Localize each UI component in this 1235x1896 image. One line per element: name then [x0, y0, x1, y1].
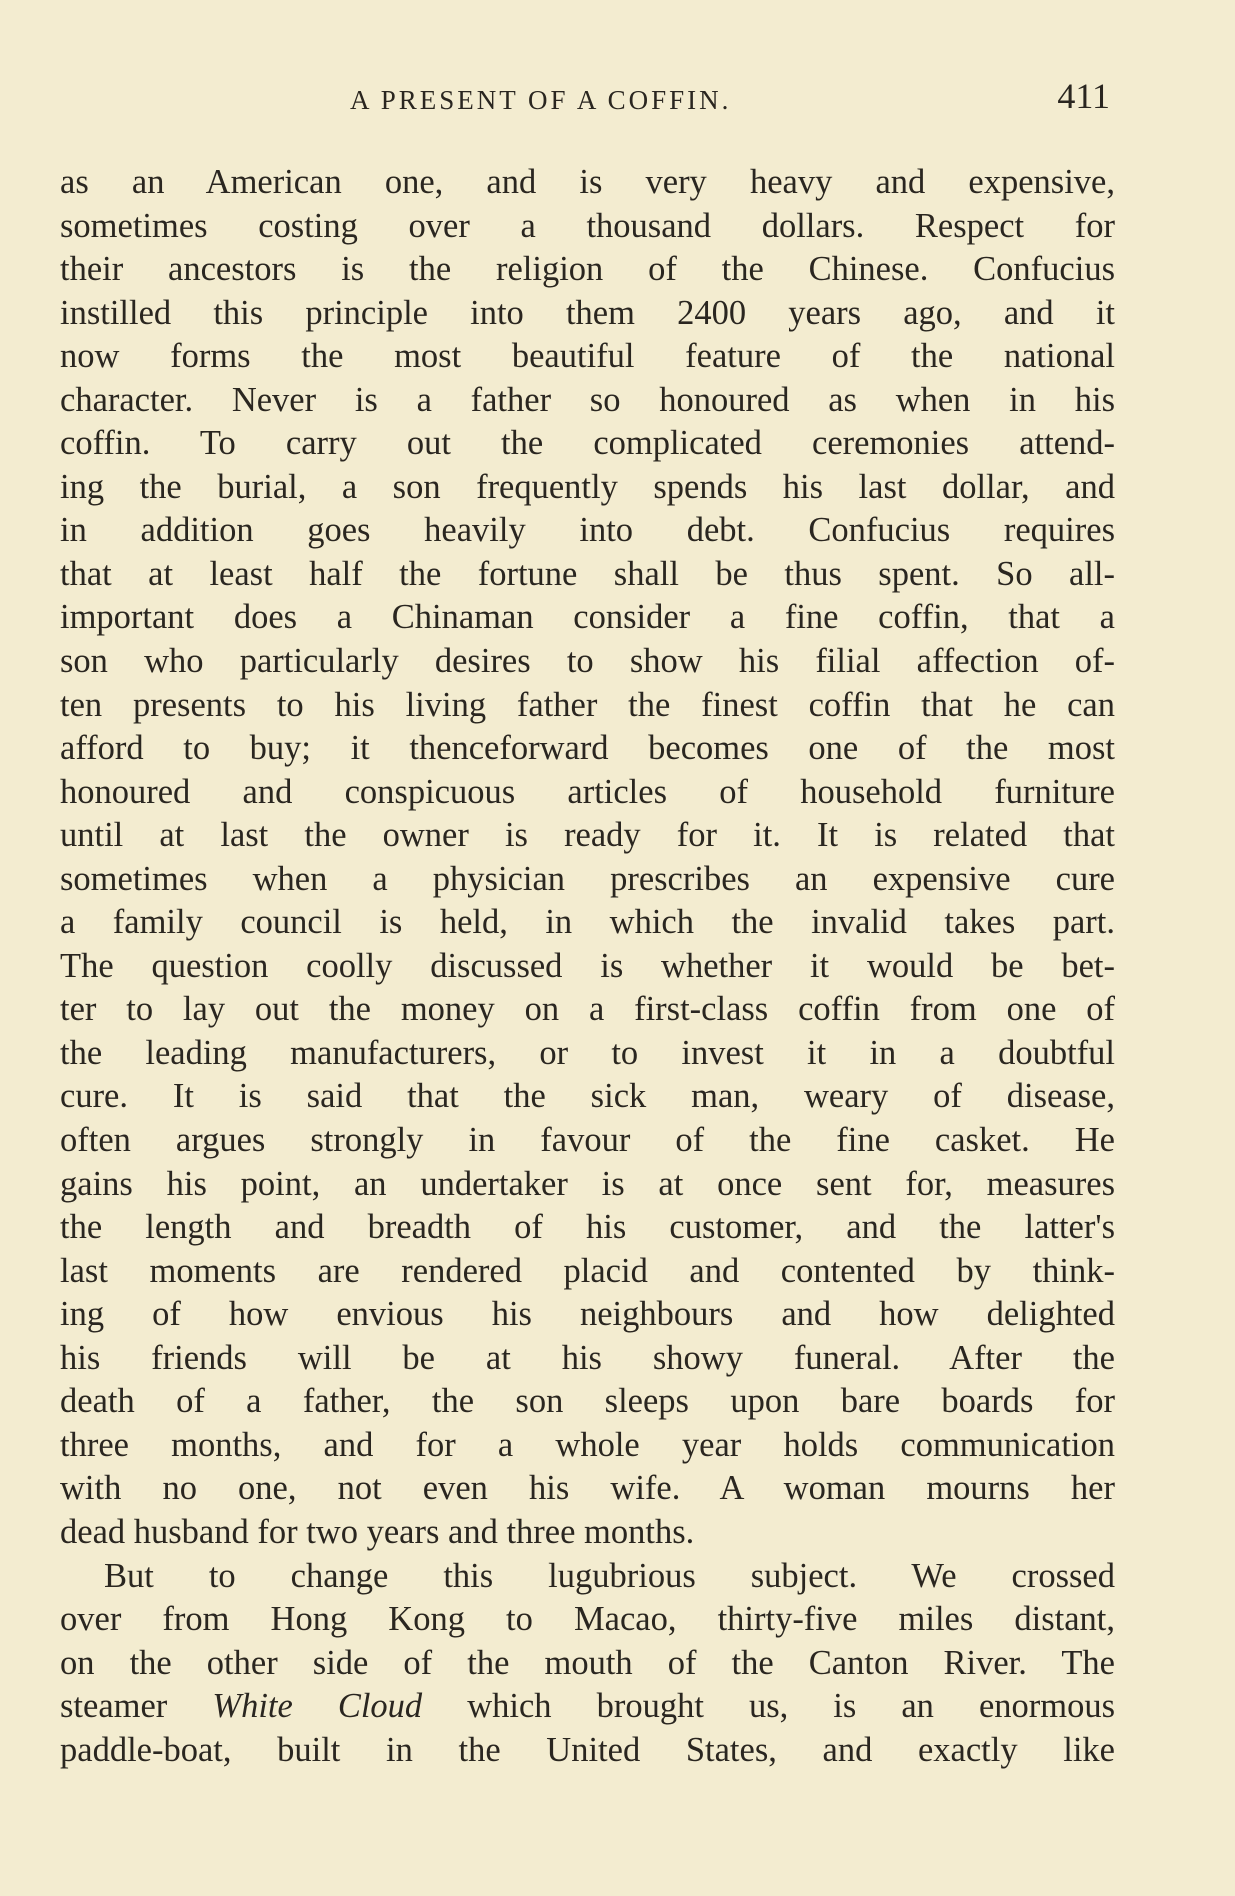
text-line: character. Never is a father so honoured as when in his	[60, 380, 1115, 419]
text-line: gains his point, an undertaker is at once sent for, measures	[60, 1164, 1115, 1203]
text-line: the length and breadth of his customer, and the latter's	[60, 1208, 1115, 1247]
text-line: ing the burial, a son frequently spends his last dollar, and	[60, 467, 1115, 506]
text-line: often argues strongly in favour of the fine casket. He	[60, 1121, 1115, 1160]
text-line: his friends will be at his showy funeral. After the	[60, 1338, 1115, 1377]
text-line: paddle-boat, built in the United States, and exactly like	[60, 1730, 1115, 1769]
text-line: ten presents to his living father the finest coffin that he can	[60, 685, 1115, 724]
paragraph-2	[60, 1555, 1115, 1773]
text-line: as an American one, and is very heavy and expensive,	[60, 163, 1115, 201]
text-fragment: steamer	[60, 1687, 168, 1726]
text-line: sometimes when a physician prescribes an expensive cure	[60, 859, 1115, 898]
text-line: in addition goes heavily into debt. Confucius requires	[60, 511, 1115, 550]
text-line: death of a father, the son sleeps upon bare boards for	[60, 1382, 1115, 1421]
text-line: son who particularly desires to show his filial affection of-	[60, 642, 1115, 681]
body-text	[60, 161, 1115, 1772]
text-line: honoured and conspicuous articles of household furniture	[60, 772, 1115, 811]
text-line: last moments are rendered placid and contented by think-	[60, 1251, 1115, 1290]
text-line: The question coolly discussed is whether it would be bet-	[60, 946, 1115, 985]
text-line: a family council is held, in which the invalid takes part.	[60, 903, 1115, 942]
paragraph-1	[60, 161, 1115, 1555]
text-line: But to change this lugubrious subject. We crossed	[104, 1556, 1115, 1595]
ship-name: White Cloud	[212, 1687, 423, 1726]
text-line: that at least half the fortune shall be thus spent. So all-	[60, 554, 1115, 593]
text-line: cure. It is said that the sick man, weary of disease,	[60, 1077, 1115, 1116]
text-line	[60, 1685, 1115, 1729]
text-line: with no one, not even his wife. A woman mourns her	[60, 1469, 1115, 1508]
text-line: ing of how envious his neighbours and how delighted	[60, 1295, 1115, 1334]
text-line: the leading manufacturers, or to invest it in a doubtful	[60, 1033, 1115, 1072]
text-line: instilled this principle into them 2400 years ago, and it	[60, 293, 1115, 332]
text-line: their ancestors is the religion of the Chinese. Confucius	[60, 250, 1115, 289]
text-line: three months, and for a whole year holds communication	[60, 1425, 1115, 1464]
text-fragment: which brought us, is an enormous	[467, 1687, 1115, 1726]
text-line: dead husband for two years and three months.	[60, 1512, 695, 1551]
running-title: A PRESENT OF A COFFIN.	[350, 85, 732, 115]
text-line: ter to lay out the money on a first-class coffin from one of	[60, 990, 1115, 1029]
text-line: over from Hong Kong to Macao, thirty-five miles distant,	[60, 1600, 1115, 1639]
text-line: until at last the owner is ready for it. It is related that	[60, 816, 1115, 855]
page-number: 411	[1057, 76, 1110, 116]
running-head	[60, 76, 1110, 120]
text-line: afford to buy; it thenceforward becomes one of the most	[60, 729, 1115, 768]
text-line: important does a Chinaman consider a fine coffin, that a	[60, 598, 1115, 637]
text-line: coffin. To carry out the complicated ceremonies attend-	[60, 424, 1115, 463]
text-line: sometimes costing over a thousand dollars. Respect for	[60, 206, 1115, 245]
text-line: now forms the most beautiful feature of the national	[60, 337, 1115, 376]
text-line: on the other side of the mouth of the Canton River. The	[60, 1643, 1115, 1682]
